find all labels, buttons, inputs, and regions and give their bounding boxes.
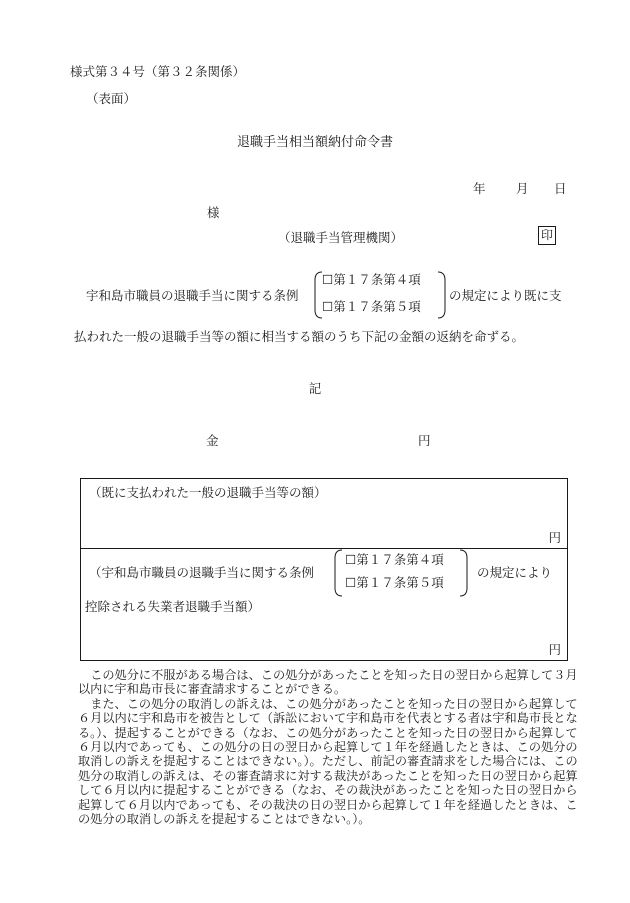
deducted-amount-unit: 円 <box>548 642 561 657</box>
date-day-label: 日 <box>554 181 567 196</box>
form-number: 様式第３４号（第３２条関係） <box>70 64 246 79</box>
appeal-notice <box>78 668 578 826</box>
date-year-label: 年 <box>473 181 486 196</box>
appeal-notice-paragraph-2: また、この処分の取消しの訴えは、この処分があったことを知った日の翌日から起算して６月以内に宇和島市を被告として（訴訟において宇和島市を代表とする者は宇和島市長となる。）、提起することができる（なお、この処分があったことを知った日の翌日から起算して６月以内であっても、この処分の日の翌日から起算して１年を経過したときは、この処分の取消しの訴えを提起することはできない。）。ただし、前記の審査請求をした場合には、この処分の取消しの訴えは、その審査請求に対する裁決があったことを知った日の翌日から起算して６月以内に提起することができる（なお、その裁決があったことを知った日の翌日から起算して６月以内であっても、その裁決の日の翌日から起算して１年を経過したときは、この処分の取消しの訴えを提起することはできない。）。 <box>78 696 578 826</box>
page-title: 退職手当相当額納付命令書 <box>236 135 393 150</box>
side-label: （表面） <box>86 91 137 106</box>
ki-heading: 記 <box>308 381 322 396</box>
table-row-paid-amount <box>80 478 568 549</box>
paid-amount-label: （既に支払われた一般の退職手当等の額） <box>89 485 327 500</box>
addressee-suffix: 様 <box>207 205 220 220</box>
deducted-amount-line2: 控除される失業者退職手当額） <box>85 599 261 614</box>
deducted-option-4: ☐第１７条第４項 <box>345 552 444 567</box>
issuer-label: （退職手当管理機関） <box>278 230 404 245</box>
deducted-option-group <box>331 548 471 598</box>
paragraph1-option-group <box>312 270 448 320</box>
paragraph2: 払われた一般の退職手当等の額に相当する額のうち下記の金額の返納を命ずる。 <box>74 329 525 344</box>
paragraph1-option-5: ☐第１７条第５項 <box>322 299 421 314</box>
deducted-option-5: ☐第１７条第５項 <box>345 575 444 590</box>
amount-label: 金 <box>206 433 219 448</box>
appeal-notice-paragraph-1: この処分に不服がある場合は、この処分があったことを知った日の翌日から起算して３月以内に宇和島市長に審査請求することができる。 <box>78 668 578 697</box>
paragraph1-lead: 宇和島市職員の退職手当に関する条例 <box>86 288 299 303</box>
table-row-deducted-amount <box>80 548 568 661</box>
paid-amount-unit: 円 <box>548 530 561 545</box>
deducted-amount-tail: の規定により <box>477 565 553 580</box>
deducted-amount-lead: （宇和島市職員の退職手当に関する条例 <box>89 565 315 580</box>
amount-unit: 円 <box>418 433 431 448</box>
paragraph1-tail: の規定により既に支 <box>449 288 562 303</box>
date-month-label: 月 <box>516 181 529 196</box>
paragraph1-option-4: ☐第１７条第４項 <box>322 272 421 287</box>
seal-mark: 印 <box>538 226 556 245</box>
